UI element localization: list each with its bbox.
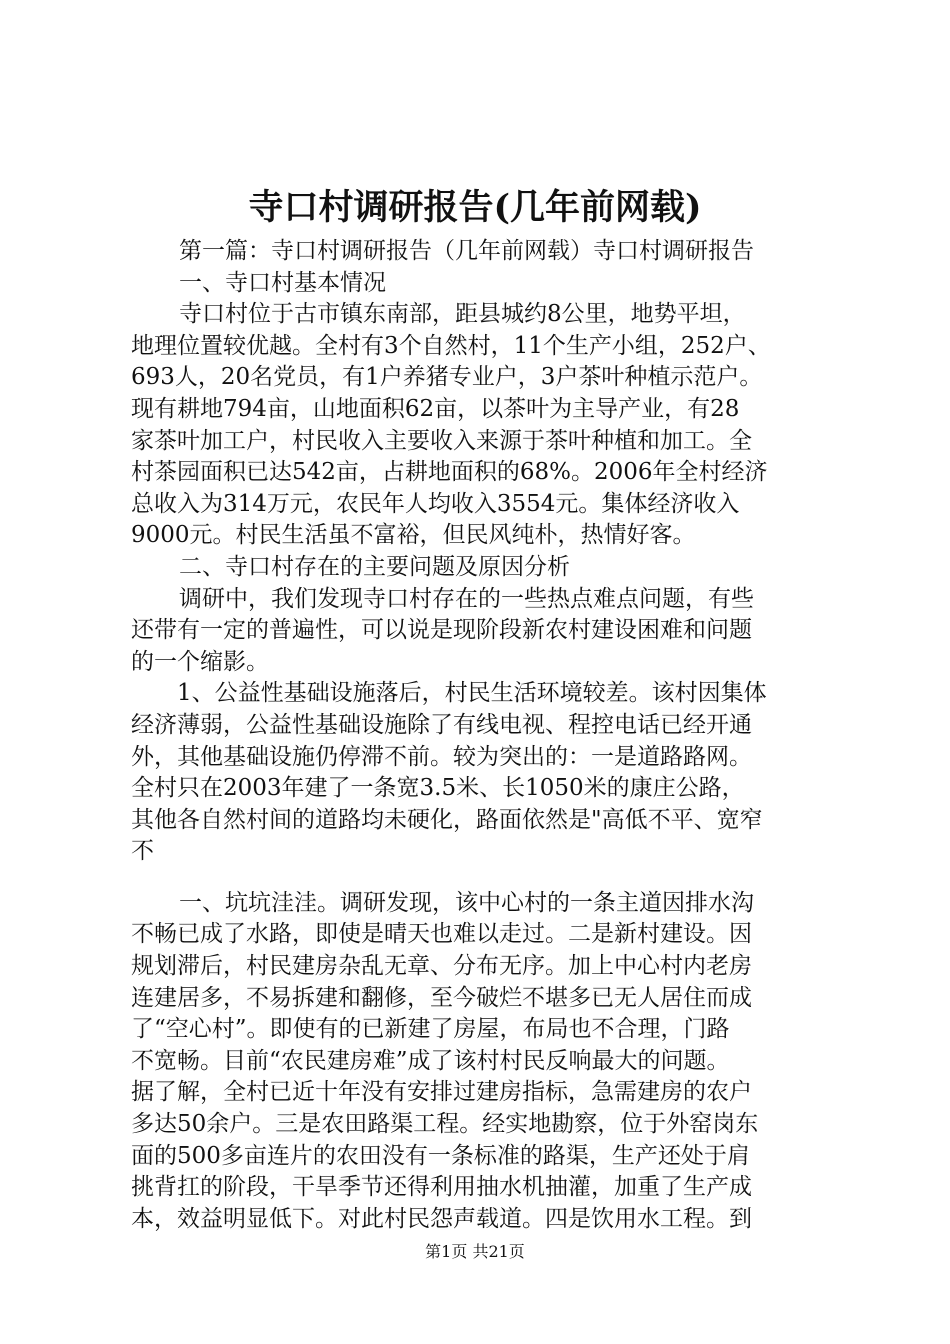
- text-line: 地理位置较优越。全村有3个自然村，11个生产小组，252户、: [131, 332, 771, 359]
- text-line: 其他各自然村间的道路均未硬化，路面依然是"高低不平、宽窄: [131, 806, 763, 833]
- paragraph-gap: [131, 868, 831, 888]
- text-line: 多达50余户。三是农田路渠工程。经实地勘察，位于外窑岗东: [131, 1111, 759, 1138]
- text-line: 外，其他基础设施仍停滞不前。较为突出的：一是道路路网。: [131, 743, 752, 770]
- text-line: 调研中，我们发现寺口村存在的一些热点难点问题，有些: [179, 585, 754, 612]
- text-line: 村茶园面积已达542亩，占耕地面积的68%。2006年全村经济: [131, 459, 768, 486]
- text-line: 总收入为314万元，农民年人均收入3554元。集体经济收入: [131, 490, 740, 517]
- text-line: 家茶叶加工户，村民收入主要收入来源于茶叶种植和加工。全: [131, 427, 752, 454]
- section-heading: 一、寺口村基本情况: [179, 269, 386, 296]
- text-line: 1、公益性基础设施落后，村民生活环境较差。该村因集体: [177, 680, 767, 707]
- section-heading: 二、寺口村存在的主要问题及原因分析: [179, 553, 570, 580]
- text-line: 不宽畅。目前“农民建房难”成了该村村民反响最大的问题。: [131, 1047, 730, 1074]
- text-line: 全村只在2003年建了一条宽3.5米、长1050米的康庄公路，: [131, 775, 745, 802]
- text-line: 第一篇：寺口村调研报告（几年前网载）寺口村调研报告: [179, 238, 754, 264]
- text-line: 据了解，全村已近十年没有安排过建房指标，急需建房的农户: [131, 1079, 752, 1106]
- text-line: 不畅已成了水路，即使是晴天也难以走过。二是新村建设。因: [131, 921, 752, 948]
- text-line: 了“空心村”。即使有的已新建了房屋，布局也不合理，门路: [131, 1016, 730, 1043]
- text-line: 规划滞后，村民建房杂乱无章、分布无序。加上中心村内老房: [131, 953, 752, 980]
- text-line: 面的500多亩连片的农田没有一条标准的路渠，生产还处于肩: [131, 1142, 750, 1169]
- text-line: 还带有一定的普遍性，可以说是现阶段新农村建设困难和问题: [131, 617, 752, 644]
- text-line: 经济薄弱，公益性基础设施除了有线电视、程控电话已经开通: [131, 711, 752, 738]
- document-body: [131, 236, 831, 1235]
- text-line: 的一个缩影。: [131, 648, 269, 675]
- text-line: 寺口村位于古市镇东南部，距县城约8公里，地势平坦，: [179, 301, 746, 328]
- text-line: 连建居多，不易拆建和翻修，至今破烂不堪多已无人居住而成: [131, 984, 752, 1011]
- text-line: 挑背扛的阶段，干旱季节还得利用抽水机抽灌，加重了生产成: [131, 1174, 752, 1201]
- text-line: 本，效益明显低下。对此村民怨声载道。四是饮用水工程。到: [131, 1205, 752, 1232]
- text-line: 不: [131, 838, 154, 865]
- text-line: 9000元。村民生活虽不富裕，但民风纯朴，热情好客。: [131, 522, 696, 549]
- document-title: 寺口村调研报告(几年前网载): [248, 187, 702, 228]
- text-line: 693人，20名党员，有1户养猪专业户，3户茶叶种植示范户。: [131, 364, 763, 391]
- page-footer: 第1页 共21页: [425, 1242, 525, 1261]
- text-line: 一、坑坑洼洼。调研发现，该中心村的一条主道因排水沟: [179, 889, 754, 916]
- text-line: 现有耕地794亩，山地面积62亩，以茶叶为主导产业，有28: [131, 395, 740, 422]
